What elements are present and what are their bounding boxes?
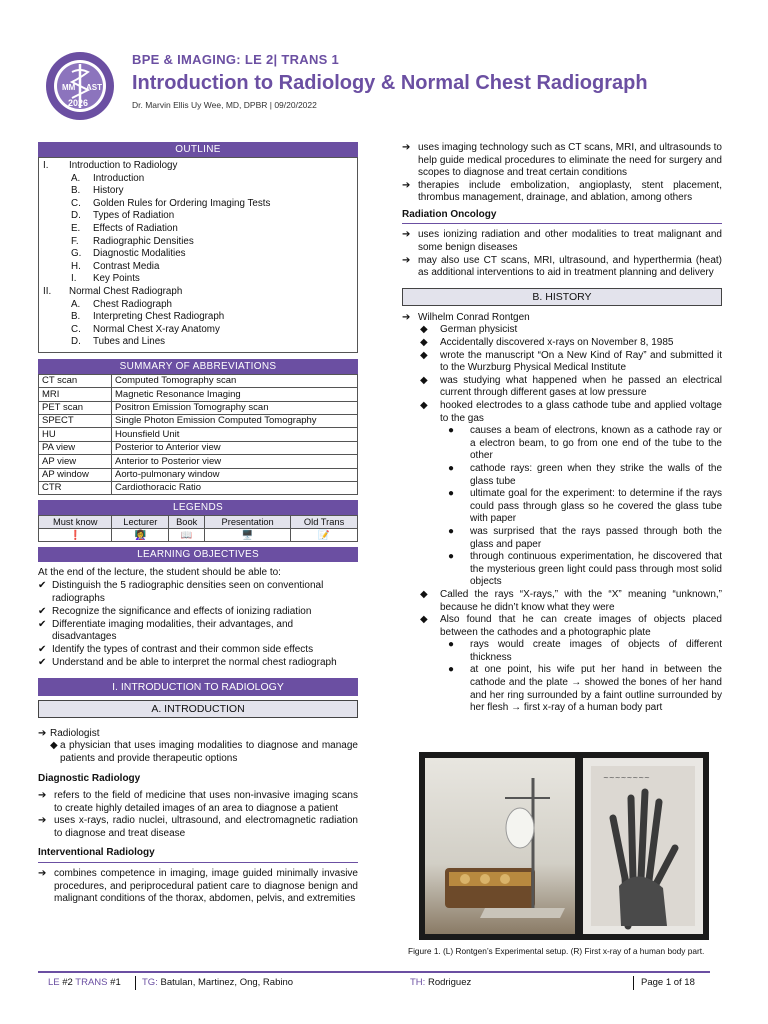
objectives-list: [38, 580, 358, 670]
abbreviation-row: [39, 428, 358, 441]
outline-item: [43, 173, 353, 186]
abbreviation-term: PA view: [39, 441, 112, 454]
objective-item: [38, 657, 358, 670]
history-subpoint-text: causes a beam of electrons, known as a cathode ray or a electron beam, to go from one end of the tube to the other: [470, 425, 722, 462]
right-column: [402, 142, 722, 715]
history-point-text: German physicist: [440, 324, 518, 336]
oncology-item-text: may also use CT scans, MRI, ultrasound, and hyperthermia (heat) as additional interventions to aid in treatment planning and delivery: [418, 254, 722, 279]
abbreviation-meaning: Magnetic Resonance Imaging: [112, 388, 358, 401]
checkmark-icon: ✔: [38, 618, 47, 630]
history-subpoint-text: was surprised that the rays passed through both the glass and paper: [470, 525, 722, 550]
page-footer: [38, 971, 710, 991]
abbreviation-meaning: Anterior to Posterior view: [112, 455, 358, 468]
interventional-list: [38, 868, 358, 906]
objectives-header: LEARNING OBJECTIVES: [38, 547, 358, 562]
history-list: [402, 324, 722, 714]
checkmark-icon: ✔: [38, 657, 47, 668]
rontgen-setup-image: [425, 758, 575, 934]
abbreviation-row: [39, 455, 358, 468]
legend-icon: 🖥️: [205, 529, 291, 542]
interventional-continued-list: [402, 142, 722, 205]
abbreviation-meaning: Single Photon Emission Computed Tomography: [112, 415, 358, 428]
diamond-icon: ◆: [420, 614, 428, 626]
bullet-icon: ●: [448, 639, 455, 651]
outline-item: [43, 273, 353, 286]
history-point: [402, 324, 722, 337]
outline-item-label: History: [93, 185, 124, 197]
outline-header: OUTLINE: [38, 142, 358, 157]
outline-item: [43, 248, 353, 261]
checkmark-icon: ✔: [38, 605, 47, 617]
outline-item-label: Radiographic Densities: [93, 235, 194, 247]
history-point: [402, 589, 722, 614]
arrow-icon: ➔: [38, 815, 47, 827]
diamond-icon: ◆: [420, 349, 428, 361]
svg-text:AST: AST: [86, 83, 102, 92]
subsection-title-introduction: A. INTRODUCTION: [38, 700, 358, 718]
arrow-icon: ➔: [402, 229, 411, 241]
arrow-icon: ➔: [38, 790, 47, 802]
legend-label: Book: [169, 516, 205, 529]
radiologist-item: ➔ Radiologist: [38, 727, 100, 739]
objective-text: Understand and be able to interpret the normal chest radiograph: [52, 657, 337, 668]
outline-item-number: D.: [71, 336, 81, 348]
outline-item: [43, 299, 353, 312]
diamond-icon: ◆: [420, 588, 428, 600]
objective-text: Identify the types of contrast and their common side effects: [52, 644, 314, 656]
outline-item: [43, 336, 353, 349]
checkmark-icon: ✔: [38, 580, 47, 592]
outline-item-label: Normal Chest X-ray Anatomy: [93, 323, 220, 335]
outline-item-label: Introduction to Radiology: [69, 160, 178, 171]
arrow-icon: ➔: [38, 867, 47, 879]
abbreviation-term: MRI: [39, 388, 112, 401]
bullet-icon: ●: [448, 425, 455, 437]
history-subpoint-text: ultimate goal for the experiment: to determine if the rays could pass through glass so he covered the glass tube with paper: [470, 488, 722, 525]
legend-label: Old Trans: [291, 516, 358, 529]
objective-item: [38, 606, 358, 619]
history-subpoint: [402, 463, 722, 488]
abbreviation-term: CTR: [39, 482, 112, 495]
outline-item: [43, 236, 353, 249]
history-point-text: wrote the manuscript “On a New Kind of Ray” and submitted it to the Wurzburg Physical Medical Institute: [440, 349, 722, 374]
history-subpoint-text: at one point, his wife put her hand in between the cathode and the plate → showed the bones of her hand and her ring surrounded by a faint outline surrounded by her flesh → first x-ray of a human body part: [470, 664, 722, 714]
outline-item-label: Contrast Media: [93, 260, 160, 272]
footer-le: LE #2 TRANS #1: [48, 977, 121, 988]
outline-item-label: Diagnostic Modalities: [93, 248, 186, 260]
diamond-icon: ◆: [50, 740, 58, 752]
abbreviation-term: PET scan: [39, 401, 112, 414]
outline-item-label: Chest Radiograph: [93, 298, 172, 310]
history-point: [402, 400, 722, 425]
outline-item-label: Introduction: [93, 172, 145, 184]
diamond-icon: ◆: [420, 337, 428, 349]
outline-item-number: D.: [71, 210, 81, 222]
abbreviation-row: [39, 388, 358, 401]
abbreviation-row: [39, 441, 358, 454]
arrow-icon: ➔: [402, 179, 411, 191]
history-point-text: was studying what happened when he passed an electrical current through different gases at low pressure: [440, 374, 722, 399]
legends-table: [38, 515, 358, 542]
legend-icon: ❗: [39, 529, 112, 542]
history-point-text: Accidentally discovered x-rays on November 8, 1985: [440, 337, 674, 349]
outline-item-number: I.: [43, 160, 49, 171]
abbreviations-table: [38, 374, 358, 496]
oncology-item-text: uses ionizing radiation and other modalities to treat malignant and some benign diseases: [418, 229, 722, 254]
rontgen-item: ➔ Wilhelm Conrad Rontgen: [402, 311, 530, 323]
history-subpoint-text: cathode rays: green when they strike the walls of the glass tube: [470, 462, 722, 487]
abbreviation-meaning: Computed Tomography scan: [112, 374, 358, 387]
outline-item: [43, 160, 353, 173]
outline-item-label: Types of Radiation: [93, 210, 175, 222]
abbreviation-row: [39, 482, 358, 495]
diamond-icon: ◆: [420, 374, 428, 386]
outline-item-number: B.: [71, 185, 81, 197]
history-point-text: hooked electrodes to a glass cathode tube and applied voltage to the gas: [440, 400, 722, 424]
outline-item-number: H.: [71, 260, 81, 272]
abbreviation-row: [39, 401, 358, 414]
outline-item: [43, 198, 353, 211]
abbreviation-meaning: Positron Emission Tomography scan: [112, 401, 358, 414]
arrow-icon: ➔: [402, 254, 411, 266]
history-point: [402, 350, 722, 375]
oncology-list: [402, 229, 722, 279]
interventional-item: [402, 180, 722, 205]
outline-item-number: II.: [43, 285, 52, 297]
outline-item-number: G.: [71, 248, 82, 260]
svg-text:~~~~~~~~: ~~~~~~~~: [603, 774, 650, 782]
abbreviation-meaning: Aorto-pulmonary window: [112, 468, 358, 481]
abbreviation-row: [39, 374, 358, 387]
outline-item-number: B.: [71, 311, 81, 323]
abbreviation-term: HU: [39, 428, 112, 441]
abbreviation-term: SPECT: [39, 415, 112, 428]
diagnostic-radiology-heading: Diagnostic Radiology: [38, 772, 141, 784]
history-subpoint-text: rays would create images of objects of different thickness: [470, 639, 722, 663]
outline-item: [43, 223, 353, 236]
course-label: BPE & IMAGING: LE 2| TRANS 1: [132, 52, 340, 67]
footer-tg: TG: Batulan, Martinez, Ong, Rabino: [142, 977, 294, 988]
outline-item: [43, 261, 353, 274]
history-point: [402, 337, 722, 350]
history-point: [402, 614, 722, 639]
interventional-item-text: therapies include embolization, angioplasty, stent placement, thrombus management, drainage, and ablation, among others: [418, 179, 722, 204]
diagnostic-item: [38, 815, 358, 840]
outline-item: [43, 185, 353, 198]
bullet-icon: ●: [448, 488, 455, 500]
arrow-icon: ➔: [402, 311, 411, 323]
legend-icon: 📖: [169, 529, 205, 542]
oncology-item: [402, 229, 722, 254]
arrow-icon: ➔: [38, 727, 47, 739]
abbreviation-row: [39, 468, 358, 481]
outline-item-label: Key Points: [93, 273, 140, 285]
objective-item: [38, 644, 358, 657]
outline-item-label: Golden Rules for Ordering Imaging Tests: [93, 197, 271, 209]
history-point-text: Also found that he can create images of objects placed between the cathodes and a photographic plate: [440, 614, 722, 638]
left-column: [38, 142, 358, 906]
diamond-icon: ◆: [420, 400, 428, 411]
outline-item-number: E.: [71, 222, 81, 234]
legend-label: Must know: [39, 516, 112, 529]
footer-th: TH: Rodriguez: [410, 977, 472, 988]
outline-item: [43, 210, 353, 223]
abbreviation-meaning: Cardiothoracic Ratio: [112, 482, 358, 495]
figure-rontgen: [419, 752, 709, 940]
outline-item-number: A.: [71, 298, 81, 310]
outline-item-number: F.: [71, 235, 79, 247]
history-subpoint: [402, 639, 722, 664]
diamond-icon: ◆: [420, 324, 428, 336]
history-subpoint-text: through continuous experimentation, he discovered that the mysterious green light could pass through most solid objects: [470, 551, 722, 588]
diagnostic-list: [38, 790, 358, 840]
subsection-title-history: B. HISTORY: [402, 288, 722, 306]
outline-item-label: Interpreting Chest Radiograph: [93, 311, 225, 323]
figure-caption: Figure 1. (L) Rontgen’s Experimental setup. (R) First x-ray of a human body part.: [408, 946, 705, 956]
history-subpoint: [402, 551, 722, 589]
abbreviation-meaning: Hounsfield Unit: [112, 428, 358, 441]
diagnostic-item-text: uses x-rays, radio nuclei, ultrasound, and electromagnetic radiation to diagnose and treat disease: [54, 815, 358, 839]
outline-item: [43, 286, 353, 299]
outline-item-label: Tubes and Lines: [93, 336, 166, 348]
outline-item-label: Effects of Radiation: [93, 222, 178, 234]
diagnostic-item: [38, 790, 358, 815]
arrow-icon: ➔: [402, 142, 411, 153]
outline-item-number: I.: [71, 273, 77, 285]
document-header: [44, 48, 734, 120]
outline-item-number: A.: [71, 172, 81, 184]
bullet-icon: ●: [448, 462, 455, 474]
outline-item-label: Normal Chest Radiograph: [69, 285, 183, 297]
radiologist-definition: ◆ a physician that uses imaging modalities to diagnose and manage patients and provide therapeutic options: [50, 740, 358, 764]
bullet-icon: ●: [448, 551, 455, 563]
footer-page: Page 1 of 18: [641, 977, 695, 988]
outline-item: [43, 324, 353, 337]
outline-list: [38, 157, 358, 353]
objective-item: [38, 580, 358, 606]
page-title: Introduction to Radiology & Normal Chest Radiograph: [132, 72, 648, 94]
interventional-radiology-heading: Interventional Radiology: [38, 847, 358, 863]
abbreviation-term: AP window: [39, 468, 112, 481]
outline-item-number: C.: [71, 197, 81, 209]
interventional-item: [402, 142, 722, 180]
abbreviation-term: CT scan: [39, 374, 112, 387]
oncology-item: [402, 255, 722, 280]
legend-icon: 👩‍🏫: [112, 529, 169, 542]
history-subpoint: [402, 526, 722, 551]
history-subpoint: [402, 425, 722, 463]
abbreviations-header: SUMMARY OF ABBREVIATIONS: [38, 359, 358, 374]
svg-text:MM: MM: [62, 83, 76, 92]
objectives-intro: At the end of the lecture, the student should be able to:: [38, 567, 281, 579]
outline-item: [43, 311, 353, 324]
interventional-item-text: uses imaging technology such as CT scans, MRI, and ultrasounds to help guide medical procedures to eliminate the need for surgery and scopes to diagnose and treat certain conditions: [418, 142, 722, 179]
svg-text:2026: 2026: [68, 98, 89, 108]
diagnostic-item-text: refers to the field of medicine that uses non-invasive imaging scans to create highly detailed images of an area to diagnose a patient: [54, 790, 358, 814]
abbreviation-row: [39, 415, 358, 428]
history-subpoint: [402, 488, 722, 526]
outline-item-number: C.: [71, 323, 81, 335]
bullet-icon: ●: [448, 664, 455, 676]
history-subpoint: [402, 664, 722, 714]
interventional-item-text: combines competence in imaging, image guided minimally invasive procedures, and periprocedural patient care to diagnose benign and malignant conditions of the thorax, abdomen, pelvis, and extremities: [54, 867, 358, 905]
radiation-oncology-heading: Radiation Oncology: [402, 209, 722, 225]
objective-text: Differentiate imaging modalities, their advantages, and disadvantages: [52, 618, 294, 643]
history-point: [402, 375, 722, 400]
legend-label: Presentation: [205, 516, 291, 529]
objective-item: [38, 619, 358, 645]
batch-logo: [44, 50, 116, 122]
legends-header: LEGENDS: [38, 500, 358, 515]
legend-icon: 📝: [291, 529, 358, 542]
author-line: Dr. Marvin Ellis Uy Wee, MD, DPBR | 09/20/2022: [132, 100, 317, 110]
interventional-item: [38, 868, 358, 906]
abbreviation-meaning: Posterior to Anterior view: [112, 441, 358, 454]
section-title-intro: I. INTRODUCTION TO RADIOLOGY: [38, 678, 358, 696]
history-point-text: Called the rays “X-rays,” with the “X” meaning “unknown,” because he didn’t know what they were: [440, 588, 722, 613]
objective-text: Distinguish the 5 radiographic densities seen on conventional radiographs: [52, 580, 324, 605]
objective-text: Recognize the significance and effects of ionizing radiation: [52, 605, 312, 617]
checkmark-icon: ✔: [38, 644, 47, 656]
first-xray-hand-image: [583, 758, 703, 934]
bullet-icon: ●: [448, 525, 455, 537]
legend-label: Lecturer: [112, 516, 169, 529]
abbreviation-term: AP view: [39, 455, 112, 468]
